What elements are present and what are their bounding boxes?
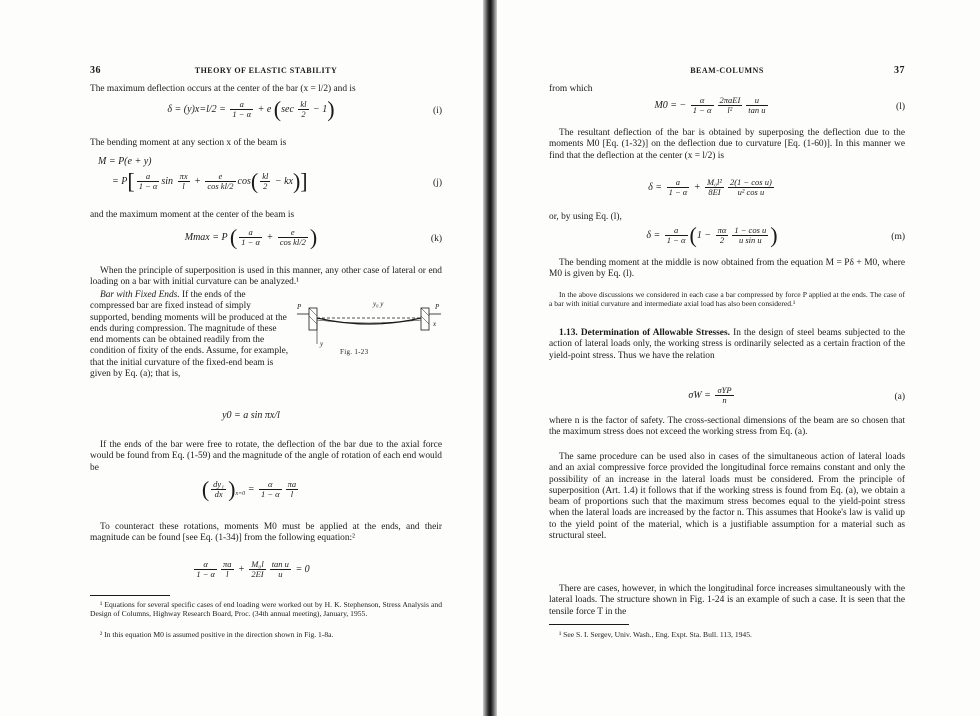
- left-para-6: If the ends of the bar were free to rotate, the deflection of the bar due to the axial force would be found from Eq. (1-59) and the magnitude of the angle of rotation of each end would be: [90, 440, 442, 473]
- eq-last-rhs: = 0: [295, 563, 310, 575]
- equation-end-moment: $\frac{\alpha}{1 - \alpha}$ $\frac{\pi a}{l}$ + $\frac{\text{M₀l}}{2EI}$ $\frac{\text{tan u}}{u}$ = 0: [196, 559, 310, 579]
- left-para-7: To counteract these rotations, moments M0 must be applied at the ends, and their magnitude can be found [see Eq. (1-34)] from the following equation:²: [90, 522, 442, 544]
- left-footnote-2: ² In this equation M0 is assumed positive in the direction shown in Fig. 1-8a.: [100, 630, 334, 639]
- right-para-3: or, by using Eq. (l),: [549, 212, 622, 222]
- section-heading-1-13: 1.13. Determination of Allowable Stresses.: [559, 328, 730, 338]
- eq-j1: M = P(e + y): [98, 156, 152, 167]
- left-footnote-1: ¹ Equations for several specific cases of end loading were worked out by H. K. Stephenson, Stress Analysis and Design of Columns, Highway Research Board, Proc. (34th annual meeting), January, 1955.: [90, 600, 442, 619]
- eq-y0: y0 = a sin πx/l: [222, 410, 280, 421]
- left-page: [0, 0, 483, 716]
- equation-j-line1: [98, 156, 442, 170]
- equation-rotation: ( $\frac{\text{dy₁}}{dx}$ )$_{x=0}$ = $\frac{\alpha}{1 - \alpha}$ $\frac{\pi a}{l}$: [201, 476, 297, 502]
- right-para-6: [549, 328, 905, 362]
- right-para-8: The same procedure can be used also in cases of the simultaneous action of lateral loads and an axial compressive force provided the longitudinal force remains constant and only the possibility of an increase in the lateral loads must be considered. From the principle of superposition (Art. 1.4) it follows that if the working stress is found from Eq. (a), we obtain a beam of proportions such that the maximum stress becomes equal to the yield-point stress when the lateral loads are increased by the factor n. This assumes that Hooke's law is valid up to the yield point of the material, which is a justifiable assumption for a material such as structural steel.: [549, 452, 905, 542]
- section-1-13-text: In the design of steel beams subjected to the action of lateral loads only, the working stress is ordinarily selected as a certain fraction of the yield-point stress. Thus we have the relation: [549, 328, 906, 361]
- right-para-9: There are cases, however, in which the longitudinal force increases simultaneously with the lateral loads. The structure shown in Fig. 1-24 is an example of such a case. It is seen that the tensile force T in the: [549, 584, 905, 617]
- left-para-5: [90, 290, 290, 380]
- left-para-1: The maximum deflection occurs at the center of the bar (x = l/2) and is: [90, 84, 356, 94]
- left-para-3: and the maximum moment at the center of the beam is: [90, 210, 295, 220]
- eq-l-label: (l): [896, 102, 905, 112]
- right-para-2: The resultant deflection of the bar is obtained by superposing the deflection due to the moments M0 [Eq. (1-32)] on the deflection due to curvature [Eq. (1-60)]. In this manner we find that the deflection at the center (x = l/2) is: [549, 128, 905, 161]
- svg-text:P: P: [435, 303, 440, 311]
- equation-k: Mmax = P ( $\frac{a}{1 - \alpha}$ + $\frac{e}{\text{cos kl/2}}$ ) (k): [184, 224, 442, 250]
- figure-1-23: [295, 296, 443, 354]
- fixed-ends-text: If the ends of the compressed bar are fixed instead of simply supported, bending moments will be produced at the ends during compression. The magnitude of these end moments can be obtained readily from the condition of fixity of the ends. Assume, for example, that the initial curvature of the fixed-end beam is given by Eq. (a); that is,: [90, 290, 289, 380]
- right-footnote-rule: [549, 624, 629, 625]
- right-para-5: In the above discussions we considered in each case a bar compressed by force P applied at the ends. The case of a bar with initial curvature and intermediate axial load has also been considered.¹: [549, 290, 905, 309]
- svg-text:x: x: [433, 320, 437, 328]
- eq-a-lhs: σW =: [688, 389, 714, 401]
- equation-delta-center: δ = $\frac{a}{1 - \alpha}$ + $\frac{\text{M₀l²}}{8EI}$ $\frac{\text{2(1 − cos u)}}{\text{u² cos u}}$: [648, 177, 772, 197]
- left-footnote-rule: [90, 595, 170, 596]
- left-page-number: 36: [90, 65, 101, 76]
- right-para-7: where n is the factor of safety. The cross-sectional dimensions of the beam are so chosen that the maximum stress does not exceed the working stress from Eq. (a).: [549, 416, 905, 438]
- svg-text:P: P: [297, 303, 302, 311]
- eq-l-lhs: M0 = −: [654, 99, 687, 111]
- left-para-2: The bending moment at any section x of the beam is: [90, 138, 287, 148]
- equation-y0: [90, 410, 442, 424]
- eq-i-lhs: δ = (y)x=l/2 =: [167, 103, 229, 115]
- eq-i-label: (i): [433, 106, 442, 116]
- eq-j-label: (j): [433, 178, 442, 188]
- svg-text:y: y: [320, 340, 324, 348]
- eq-m-label: (m): [891, 232, 905, 242]
- right-para-1: from which: [549, 84, 593, 94]
- svg-text:y₀ y: y₀ y: [373, 300, 384, 308]
- right-page: [497, 0, 980, 716]
- equation-m: δ = $\frac{a}{1 - \alpha}$ (1 − $\frac{\pi\alpha}{2}$ $\frac{\text{1 − cos u}}{\text{u sin u}}$ ) (m): [646, 222, 905, 248]
- fixed-ends-heading: Bar with Fixed Ends.: [100, 290, 180, 300]
- left-para-4: When the principle of superposition is used in this manner, any other case of lateral or end loading on a bar with initial curvature can be analyzed.¹: [90, 266, 442, 288]
- equation-l: M0 = − $\frac{\alpha}{1 - \alpha}$ $\frac{\text{2πaEI}}{\text{l²}}$ $\frac{u}{\text{tan u}}$ (l): [654, 95, 905, 115]
- eq-a-label: (a): [894, 392, 905, 402]
- right-page-number: 37: [894, 65, 905, 76]
- left-running-title: THEORY OF ELASTIC STABILITY: [194, 66, 338, 75]
- eq-k-lhs: Mmax = P: [184, 231, 228, 243]
- equation-j: = P[ $\frac{a}{1 - \alpha}$ sin $\frac{\pi x}{l}$ + $\frac{e}{\text{cos kl/2}}$ cos( $\frac{kl}{2}$ − kx)] (j): [112, 168, 442, 194]
- figure-caption: Fig. 1-23: [340, 348, 369, 356]
- eq-k-label: (k): [430, 234, 442, 244]
- equation-i: δ = (y)x=l/2 = $\frac{a}{1 - \alpha}$ + e (sec $\frac{kl}{2}$ − 1) (i): [167, 96, 442, 122]
- equation-a: σW = $\frac{\text{σYP}}{n}$ (a): [688, 385, 905, 405]
- right-running-title: BEAM-COLUMNS: [690, 66, 764, 75]
- book-gutter: [483, 0, 497, 716]
- right-footnote-1: ¹ See S. I. Sergev, Univ. Wash., Eng. Expt. Sta. Bull. 113, 1945.: [559, 630, 752, 639]
- right-para-4: The bending moment at the middle is now obtained from the equation M = Pδ + M0, where M0 is given by Eq. (l).: [549, 258, 905, 280]
